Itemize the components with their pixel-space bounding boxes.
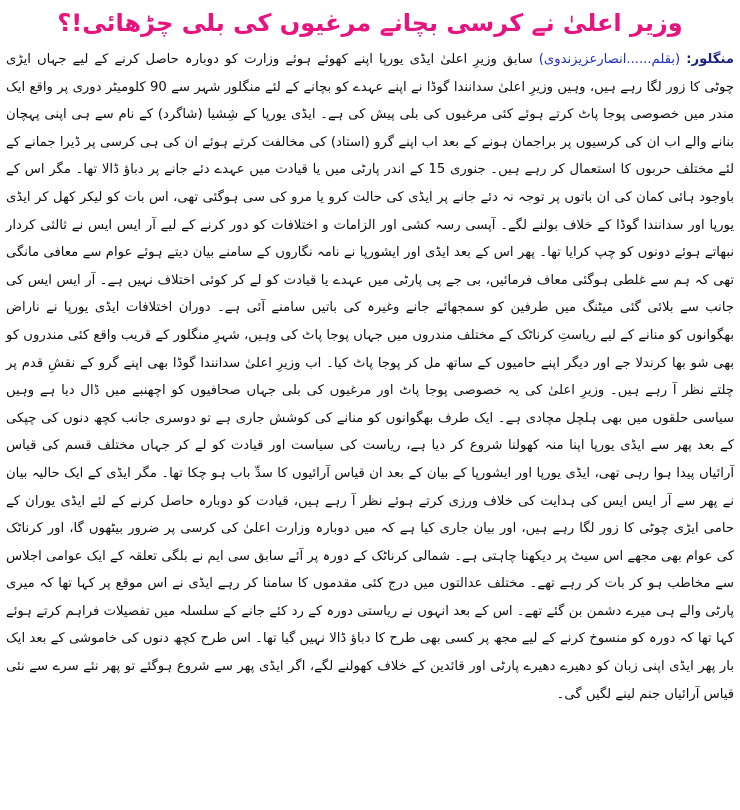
article-body xyxy=(6,46,734,708)
article-headline: وزیر اعلیٰ نے کرسی بچانے مرغیوں کی بلی چڑھائی!؟ xyxy=(57,9,683,37)
byline: (بقلم......انصارعزیزندوی) xyxy=(538,52,681,67)
dateline: منگلور: xyxy=(686,52,734,67)
article-body-text: سابق وزیرِ اعلیٰ ایڈی یورپا اپنے کھوئے ہوئے وزارت کو دوبارہ حاصل کرنے کے لیے جہاں ایڑی چوٹی کا زور لگا رہے ہیں، وہیں وزیرِ اعلیٰ سدانندا گوڈا نے اپنے عہدے کو بچانے کے لئے منگلور شہر سے 90 کلومیٹر دوری پر واقع ایک مندر میں خصوصی پوجا پاٹ کرتے ہوئے کئی مرغیوں کی بلی پیش کی ہے۔ ایڈی یورپا کے شِشیا (شاگرد) کے نام سے ہی اپنی پہچان بنانے والے اب ان کی کرسیوں پر براجمان ہونے کے بعد اب اپنے گرو (استاد) کی مخالفت کرتے ہوئے ان کی ہی کرسی پر ڈیرا جمانے کے لئے مختلف حربوں کا استعمال کر رہے ہیں۔ جنوری 15 کے اندر پارٹی میں یا قیادت میں عہدے دئے جانے پر دباؤ ڈالا تھا۔ مگر اس کے باوجود ہائی کمان کی ان باتوں پر توجہ نہ دئے جانے پر ایڈی کی حالت کرو یا مرو کی سی ہوگئی تھی، اس بات کو لیکر کھل کر ایڈی یورپا اور سدانندا گوڈا کے خلاف بولنے لگے۔ آپسی رسہ کشی اور الزامات و اختلافات کو دور کرنے کے لیے آر ایس ایس نے ثالثی کردار نبھاتے ہوئے دونوں کو چپ کرایا تھا۔ پھر اس کے بعد ایڈی اور ایشورپا نے نامہ نگاروں کے سامنے بیان دیتے ہوئے عوام سے معافی مانگی تھی کہ ہم سے غلطی ہوگئی معاف فرمائیں، بی جے پی پارٹی میں عہدے یا قیادت کو لے کر کوئی اختلاف نہیں ہے۔ آر ایس ایس کی جانب سے بلائی گئی میٹنگ میں طرفین کو سمجھائے جانے وغیرہ کی باتیں سامنے آئی ہے۔ دوران اختلافات ایڈی یورپا نے ناراض بھگوانوں کو منانے کے لیے ریاستِ کرناٹک کے مختلف مندروں میں جہاں پوجا پاٹ کی وہیں، شہرِ منگلور کے قریب واقع کئی مندروں کو بھی شو بھا کرندلا جے اور دیگر اپنے حامیوں کے ساتھ مل کر پوجا پاٹ کیا۔ اب وزیرِ اعلیٰ سدانندا گوڈا بھی اپنے گرو کے نقشِ قدم پر چلتے نظر آ رہے ہیں۔ وزیرِ اعلیٰ کی یہ خصوصی پوجا پاٹ اور مرغیوں کی بلی جہاں صحافیوں کو اچھنبے میں ڈال دیا ہے وہیں سیاسی حلقوں میں بھی ہلچل مچادی ہے۔ ایک طرف بھگوانوں کو منانے کی کوشش جاری ہے تو دوسری جانب کچھ دنوں کی چپکی کے بعد پھر سے ایڈی یورپا اپنا منہ کھولنا شروع کر دیا ہے، ریاست کی سیاست اور قیادت کو لے کر جہاں مختلف قسم کی قیاس آرائیاں پیدا ہوا رہی تھی، ایڈی یورپا اور ایشورپا کے بیان کے بعد ان قیاس آرائیوں کا سدِّ باب ہو چکا تھا۔ مگر ایڈی کے ایک حالیہ بیان نے پھر سے آر ایس ایس کی ہدایت کی خلاف ورزی کرتے ہوئے نظر آ رہے ہیں، قیادت کو دوبارہ حاصل کرنے کے لئے ایڈی یوران کے حامی ایڑی چوٹی کا زور لگا رہے ہیں، اور بیان جاری کیا ہے کہ میں دوبارہ وزارت اعلیٰ کی کرسی پر ضرور بیٹھوں گا، اور کرناٹک کی عوام بھی مجھے اس سیٹ پر دیکھنا چاہتی ہے۔ شمالی کرناٹک کے دورہ پر آئے سابق سی ایم نے بلگی تعلقہ کے ایک عوامی اجلاس سے مخاطب ہو کر بات کر رہے تھے۔ مختلف عدالتوں میں درج کئی مقدموں کا سامنا کر رہے ایڈی نے اس موقع پر کہا تھا کہ میری پارٹی والے ہی میرے دشمن بن گئے تھے۔ اس کے بعد انہوں نے ریاستی دورہ کے رد کئے جانے کے سلسلہ میں تفصیلات فراہم کرتے ہوئے کہا تھا کہ دورہ کو منسوخ کرنے کے لیے مجھ پر کسی بھی طرح کا دباؤ ڈالا نہیں گیا تھا۔ اس طرح کچھ دنوں کی خاموشی کے بعد ایک بار پھر ایڈی اپنی زبان کو دھیرے دھیرے پارٹی اور قائدین کے خلاف کھولنے لگے، اگر ایڈی پھر سے شروع ہوگئے تو پھر نئے سرے سے نئی قیاس آرائیاں جنم لینے لگیں گی۔ xyxy=(6,52,735,702)
